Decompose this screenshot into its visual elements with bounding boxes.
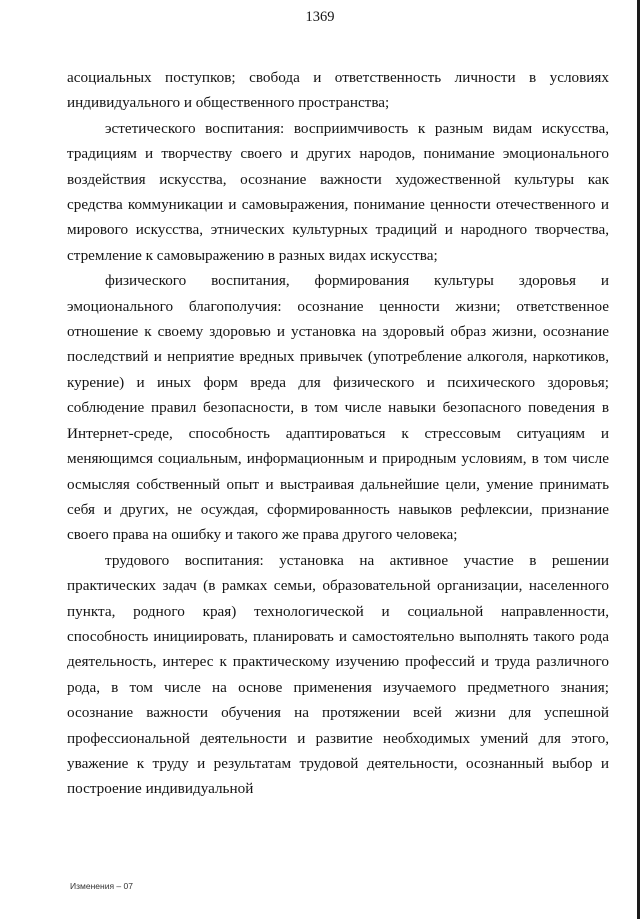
paragraph-aesthetic-education: эстетического воспитания: восприимчивость к разным видам искусства, традициям и творчеству своего и других народов, понимание эмоционального воздействия искусства, осознание важности художественной культуры как средства коммуникации и самовыражения, понимание ценности отечественного и мирового искусства, этнических культурных традиций и народного творчества, стремление к самовыражению в разных видах искусства; bbox=[67, 119, 609, 264]
paragraph-continuation: асоциальных поступков; свобода и ответственность личности в условиях индивидуального и общественного пространства; bbox=[67, 69, 609, 112]
footer-revision-note: Изменения – 07 bbox=[70, 881, 133, 891]
page-number: 1369 bbox=[305, 9, 335, 25]
paragraph-labor-education: трудового воспитания: установка на активное участие в решении практических задач (в рамках семьи, образовательной организации, населенного пункта, родного края) технологической и социальной направленности, способность инициировать, планировать и самостоятельно выполнять такого рода деятельность, интерес к практическому изучению профессий и труда различного рода, в том числе на основе применения изучаемого предметного знания; осознание важности обучения на протяжении всей жизни для успешной профессиональной деятельности и развитие необходимых умений для этого, уважение к труду и результатам трудовой деятельности, осознанный выбор и построение индивидуальной bbox=[67, 551, 609, 798]
paragraph-physical-education: физического воспитания, формирования культуры здоровья и эмоционального благополучия: осознание ценности жизни; ответственное отношение к своему здоровью и установка на здоровый образ жизни, осознание последствий и неприятие вредных привычек (употребление алкоголя, наркотиков, курение) и иных форм вреда для физического и психического здоровья; соблюдение правил безопасности, в том числе навыки безопасного поведения в Интернет-среде, способность адаптироваться к стрессовым ситуациям и меняющимся социальным, информационным и природным условиям, в том числе осмысляя собственный опыт и выстраивая дальнейшие цели, умение принимать себя и других, не осуждая, сформированность навыков рефлексии, признание своего права на ошибку и такого же права другого человека; bbox=[67, 272, 609, 544]
body-text bbox=[67, 65, 609, 802]
